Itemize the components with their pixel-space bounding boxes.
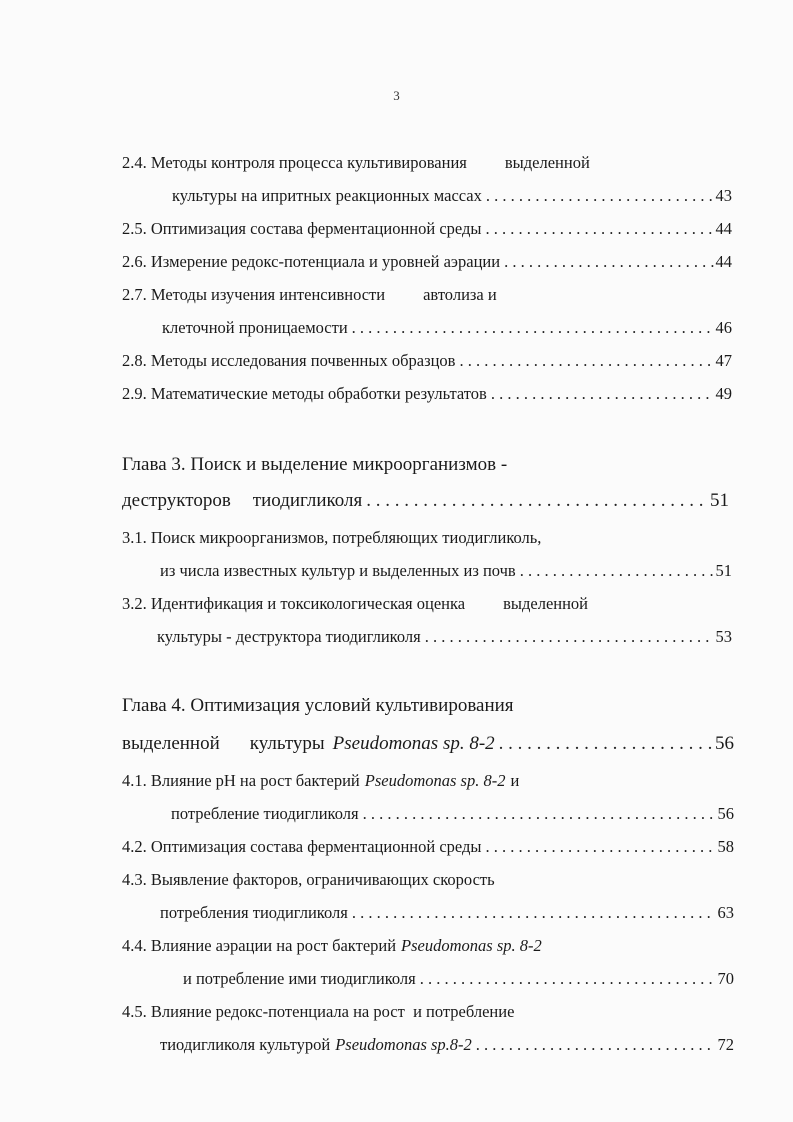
dot-leader bbox=[504, 252, 713, 272]
toc-species: Pseudomonas sp. 8-2 bbox=[401, 936, 542, 955]
toc-entry-4-5-line1 bbox=[122, 1002, 722, 1022]
toc-page-number: 70 bbox=[717, 969, 734, 988]
dot-leader bbox=[366, 490, 708, 512]
toc-text: 4.3. Выявление факторов, ограничивающих скорость bbox=[122, 870, 495, 889]
chapter-title: тиодигликоля bbox=[252, 490, 363, 511]
toc-entry-2-5 bbox=[122, 219, 732, 239]
toc-text: потребления тиодигликоля bbox=[160, 903, 348, 922]
toc-text: культуры - деструктора тиодигликоля bbox=[157, 627, 421, 646]
chapter-title-species: Pseudomonas sp. 8-2 bbox=[332, 733, 495, 754]
toc-page-number: 43 bbox=[715, 186, 732, 205]
toc-text: 4.5. Влияние редокс-потенциала на рост и потребление bbox=[122, 1002, 515, 1021]
toc-page-number: 72 bbox=[717, 1035, 734, 1054]
dot-leader bbox=[352, 318, 714, 338]
chapter-title: Глава 4. Оптимизация условий культивирования bbox=[122, 695, 514, 716]
toc-entry-2-9 bbox=[122, 384, 732, 404]
toc-page-number: 56 bbox=[717, 804, 734, 823]
toc-page-number: 47 bbox=[715, 351, 732, 370]
toc-entry-2-4-line1 bbox=[122, 153, 662, 173]
dot-leader bbox=[486, 837, 716, 857]
chapter-title: деструкторов bbox=[122, 490, 231, 511]
toc-entry-3-1-line1 bbox=[122, 528, 722, 548]
toc-entry-2-7-line1 bbox=[122, 285, 622, 305]
toc-page-number: 51 bbox=[710, 490, 729, 511]
dot-leader bbox=[486, 219, 714, 239]
dot-leader bbox=[352, 903, 716, 923]
toc-text: 4.1. Влияние pH на рост бактерий bbox=[122, 771, 360, 790]
toc-entry-2-6 bbox=[122, 252, 732, 272]
toc-text: и bbox=[510, 771, 520, 790]
toc-text: 4.2. Оптимизация состава ферментационной среды bbox=[122, 837, 482, 856]
toc-text: 2.4. Методы контроля процесса культивирования bbox=[122, 153, 467, 172]
page-number: 3 bbox=[393, 88, 400, 103]
toc-text: 3.2. Идентификация и токсикологическая оценка bbox=[122, 594, 466, 613]
dot-leader bbox=[420, 969, 716, 989]
toc-page-number: 56 bbox=[715, 733, 734, 754]
toc-page-number: 49 bbox=[715, 384, 732, 403]
toc-page-number: 44 bbox=[715, 219, 732, 238]
toc-entry-2-7-line2 bbox=[162, 318, 732, 338]
toc-entry-4-5-line2 bbox=[160, 1035, 734, 1055]
toc-entry-4-1-line1 bbox=[122, 771, 682, 791]
toc-chapter-4-line2 bbox=[122, 733, 734, 755]
toc-chapter-4-line1 bbox=[122, 695, 742, 717]
toc-entry-4-2 bbox=[122, 837, 734, 857]
toc-chapter-3-line1 bbox=[122, 454, 742, 476]
toc-entry-4-4-line1 bbox=[122, 936, 722, 956]
toc-entry-2-8 bbox=[122, 351, 732, 371]
toc-entry-4-4-line2 bbox=[183, 969, 734, 989]
toc-chapter-3-line2 bbox=[122, 490, 729, 512]
dot-leader bbox=[491, 384, 714, 404]
toc-page-number: 44 bbox=[715, 252, 732, 271]
toc-text: 4.4. Влияние аэрации на рост бактерий bbox=[122, 936, 397, 955]
toc-text: и потребление ими тиодигликоля bbox=[183, 969, 416, 988]
toc-text: тиодигликоля культурой bbox=[160, 1035, 331, 1054]
toc-page-number: 46 bbox=[715, 318, 732, 337]
toc-text: выделенной bbox=[504, 153, 590, 172]
toc-entry-4-3-line2 bbox=[160, 903, 734, 923]
toc-entry-4-1-line2 bbox=[171, 804, 734, 824]
toc-text: автолиза и bbox=[423, 285, 497, 304]
toc-text: 2.5. Оптимизация состава ферментационной среды bbox=[122, 219, 482, 238]
chapter-title: выделенной bbox=[122, 733, 220, 754]
toc-text: 2.8. Методы исследования почвенных образцов bbox=[122, 351, 456, 370]
toc-text: 2.9. Математические методы обработки результатов bbox=[122, 384, 487, 403]
toc-entry-3-1-line2 bbox=[160, 561, 732, 581]
toc-page-number: 58 bbox=[717, 837, 734, 856]
toc-text: 2.7. Методы изучения интенсивности bbox=[122, 285, 386, 304]
dot-leader bbox=[459, 351, 713, 371]
toc-text: выделенной bbox=[503, 594, 589, 613]
toc-page-number: 63 bbox=[717, 903, 734, 922]
toc-page-number: 51 bbox=[715, 561, 732, 580]
chapter-title: культуры bbox=[249, 733, 325, 754]
dot-leader bbox=[486, 186, 714, 206]
dot-leader bbox=[520, 561, 714, 581]
toc-text: из числа известных культур и выделенных из почв bbox=[160, 561, 516, 580]
dot-leader bbox=[476, 1035, 716, 1055]
toc-text: потребление тиодигликоля bbox=[171, 804, 359, 823]
toc-page-number: 53 bbox=[715, 627, 732, 646]
dot-leader bbox=[363, 804, 716, 824]
toc-species: Pseudomonas sp. 8-2 bbox=[364, 771, 506, 790]
toc-entry-3-2-line1 bbox=[122, 594, 682, 614]
dot-leader bbox=[499, 733, 713, 755]
toc-species: Pseudomonas sp.8-2 bbox=[335, 1035, 472, 1054]
toc-entry-4-3-line1 bbox=[122, 870, 722, 890]
toc-text: культуры на ипритных реакционных массах bbox=[172, 186, 482, 205]
toc-text: клеточной проницаемости bbox=[162, 318, 348, 337]
dot-leader bbox=[425, 627, 714, 647]
toc-text: 3.1. Поиск микроорганизмов, потребляющих тиодигликоль, bbox=[122, 528, 542, 547]
toc-entry-3-2-line2 bbox=[157, 627, 732, 647]
toc-entry-2-4-line2 bbox=[172, 186, 732, 206]
toc-text: 2.6. Измерение редокс-потенциала и уровней аэрации bbox=[122, 252, 501, 271]
chapter-title: Глава 3. Поиск и выделение микроорганизмов - bbox=[122, 454, 508, 475]
